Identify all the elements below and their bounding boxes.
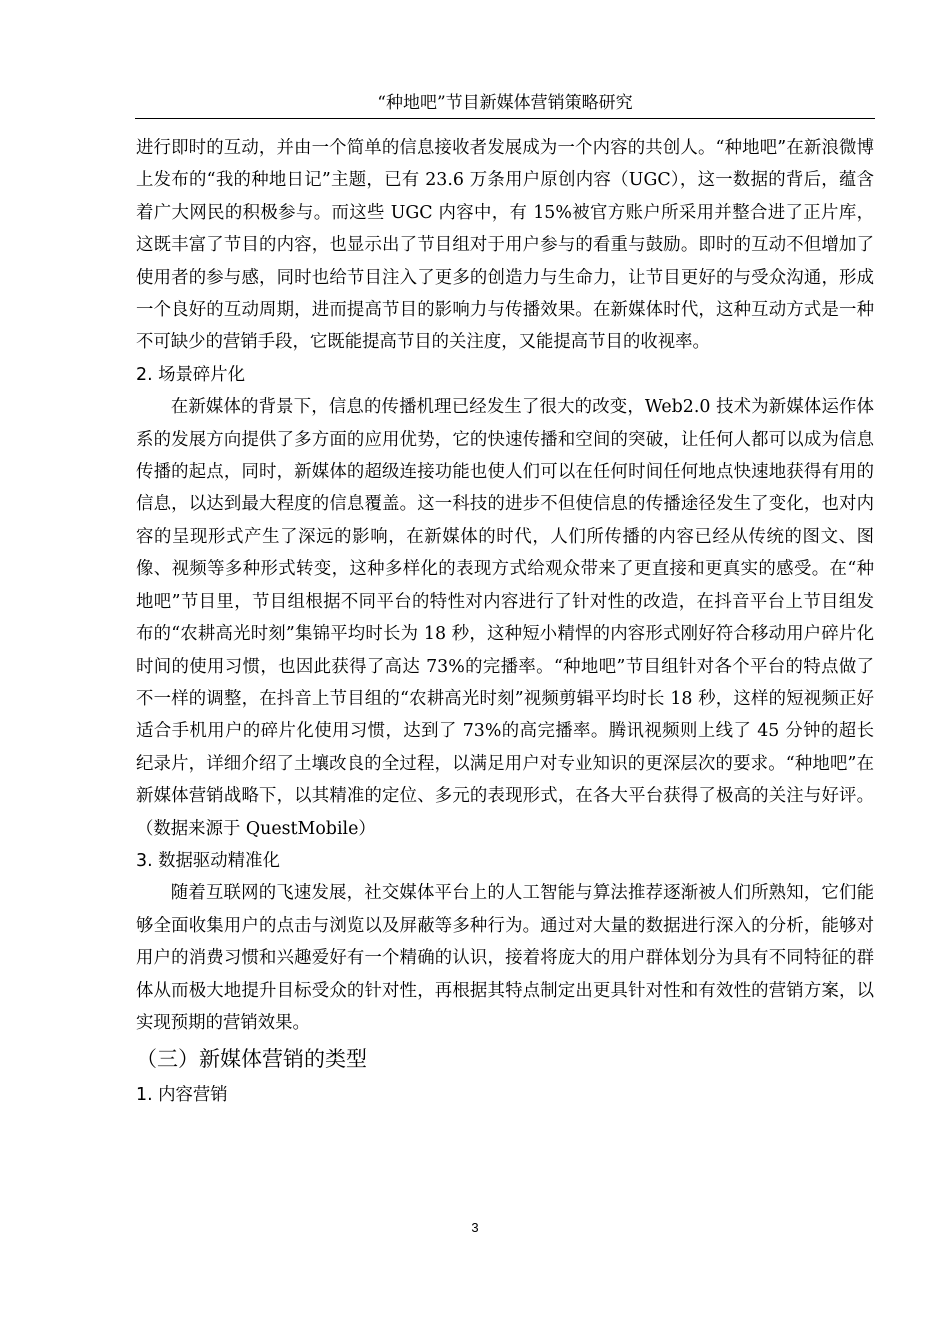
subheading-content-marketing: 1. 内容营销 xyxy=(136,1085,228,1106)
section-heading-marketing-types: （三）新媒体营销的类型 xyxy=(136,1047,367,1072)
subheading-data-driven: 3. 数据驱动精准化 xyxy=(136,850,280,871)
header-divider xyxy=(135,118,875,119)
paragraph-scene-fragmentation: 在新媒体的背景下，信息的传播机理已经发生了很大的改变，Web2.0 技术为新媒体运作体系的发展方向提供了多方面的应用优势，它的快速传播和空间的突破，让任何人都可以成为信息传播的起点，同时，新媒体的超级连接功能也使人们可以在任何时间任何地点快速地获得有用的信息，以达到最大程度的信息覆盖。这一科技的进步不但使信息的传播途径发生了变化，也对内容的呈现形式产生了深远的影响，在新媒体的时代，人们所传播的内容已经从传统的图文、图像、视频等多种形式转变，这种多样化的表现方式给观众带来了更直接和更真实的感受。在“种地吧”节目里，节目组根据不同平台的特性对内容进行了针对性的改造，在抖音平台上节目组发布的“农耕高光时刻”集锦平均时长为 18 秒，这种短小精悍的内容形式刚好符合移动用户碎片化时间的使用习惯，也因此获得了高达 73%的完播率。“种地吧”节目组针对各个平台的特点做了不一样的调整，在抖音上节目组的“农耕高光时刻”视频剪辑平均时长 18 秒，这样的短视频正好适合手机用户的碎片化使用习惯，达到了 73%的高完播率。腾讯视频则上线了 45 分钟的超长纪录片，详细介绍了土壤改良的全过程，以满足用户对专业知识的更深层次的要求。“种地吧”在新媒体营销战略下，以其精准的定位、多元的表现形式，在各大平台获得了极高的关注与好评。（数据来源于 QuestMobile） xyxy=(136,397,874,839)
paragraph-data-driven: 随着互联网的飞速发展，社交媒体平台上的人工智能与算法推荐逐渐被人们所熟知，它们能够全面收集用户的点击与浏览以及屏蔽等多种行为。通过对大量的数据进行深入的分析，能够对用户的消费习惯和兴趣爱好有一个精确的认识，接着将庞大的用户群体划分为具有不同特征的群体从而极大地提升目标受众的针对性，再根据其特点制定出更具针对性和有效性的营销方案，以实现预期的营销效果。 xyxy=(136,883,874,1033)
page-number: 3 xyxy=(471,1220,479,1235)
subheading-scene-fragmentation: 2. 场景碎片化 xyxy=(136,364,246,385)
paragraph-intro: 进行即时的互动，并由一个简单的信息接收者发展成为一个内容的共创人。“种地吧”在新浪微博上发布的“我的种地日记”主题，已有 23.6 万条用户原创内容（UGC），这一数据的背后，蕴含着广大网民的积极参与。而这些 UGC 内容中，有 15%被官方账户所采用并整合进了正片库，这既丰富了节目的内容，也显示出了节目组对于用户参与的看重与鼓励。即时的互动不但增加了使用者的参与感，同时也给节目注入了更多的创造力与生命力，让节目更好的与受众沟通，形成一个良好的互动周期，进而提高节目的影响力与传播效果。在新媒体时代，这种互动方式是一种不可缺少的营销手段，它既能提高节目的关注度，又能提高节目的收视率。 xyxy=(136,138,874,353)
main-text xyxy=(136,132,874,1112)
running-header: “种地吧”节目新媒体营销策略研究 xyxy=(377,93,633,113)
